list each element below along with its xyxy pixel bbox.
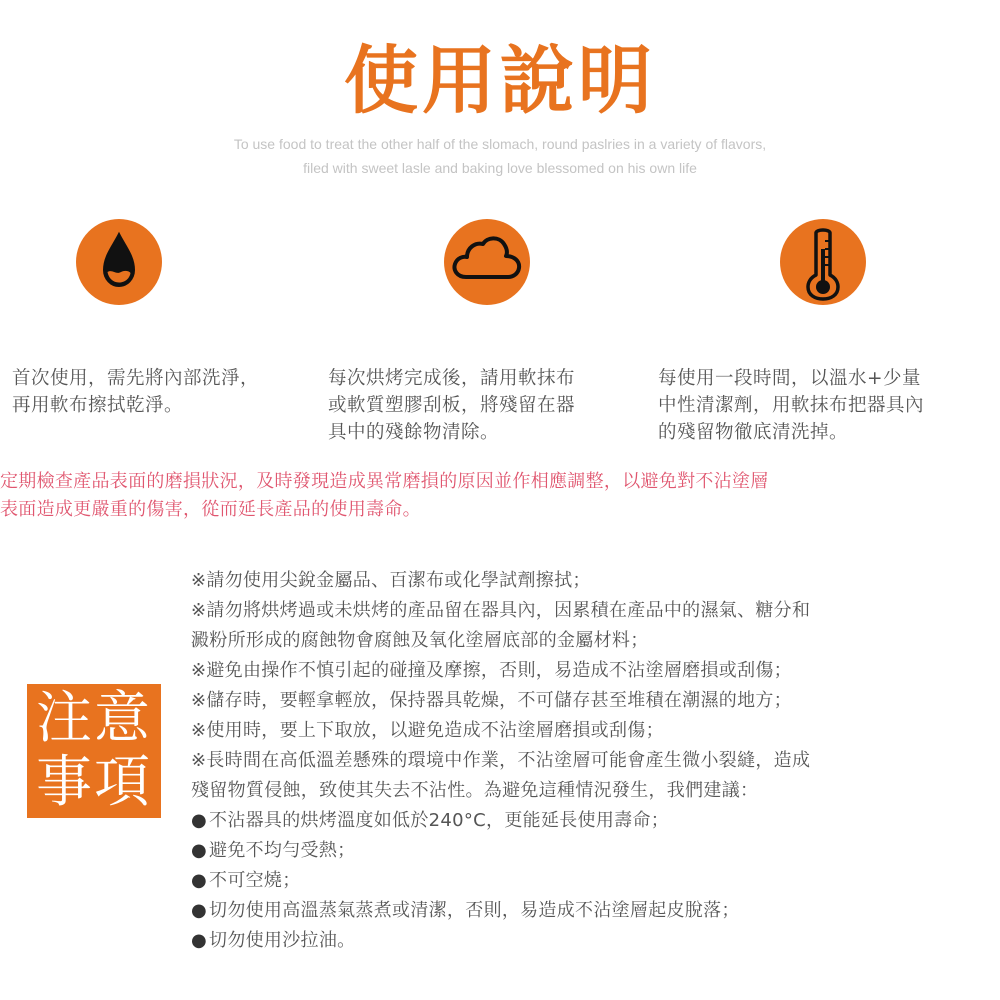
notice-bullet: ● 避免不均勻受熱； <box>191 836 991 866</box>
notice-bullet: ● 切勿使用高溫蒸氣蒸煮或清潔，否則，易造成不沾塗層起皮脫落； <box>191 896 991 926</box>
step-line: 每使用一段時間，以溫水+少量 <box>658 368 922 389</box>
notice-label <box>27 684 161 818</box>
warning-line-2: 表面造成更嚴重的傷害，從而延長產品的使用壽命。 <box>0 499 421 520</box>
notice-line: ※使用時，要上下取放，以避免造成不沾塗層磨損或刮傷； <box>191 720 664 741</box>
page-title: 使用說明 <box>344 38 656 124</box>
notice-line: ※長時間在高低溫差懸殊的環境中作業，不沾塗層可能會產生微小裂縫，造成 <box>191 750 811 771</box>
notice-bullet: ● 不可空燒； <box>191 866 991 896</box>
step-line: 具中的殘餘物清除。 <box>328 422 500 443</box>
step-line: 中性清潔劑，用軟抹布把器具內 <box>658 395 925 416</box>
subtitle-line-2: filed with sweet lasle and baking love blessomed on his own life <box>303 160 697 176</box>
notice-line: 殘留物質侵蝕，致使其失去不沾性。為避免這種情況發生，我們建議： <box>191 780 759 801</box>
thermometer-icon <box>780 219 866 305</box>
step-text-3 <box>658 365 988 446</box>
warning-text <box>0 468 1000 524</box>
step-line: 首次使用，需先將內部洗淨， <box>12 368 260 389</box>
step-line: 再用軟布擦拭乾淨。 <box>12 395 184 416</box>
cloud-icon <box>444 219 530 305</box>
subtitle-line-1: To use food to treat the other half of the slomach, round paslries in a variety of flavors, <box>233 136 767 152</box>
notice-line: ※避免由操作不慎引起的碰撞及摩擦，否則，易造成不沾塗層磨損或刮傷； <box>191 660 792 681</box>
water-drop-icon <box>76 219 162 305</box>
step-text-1 <box>12 365 312 419</box>
notice-line: 澱粉所形成的腐蝕物會腐蝕及氧化塗層底部的金屬材料； <box>191 630 649 651</box>
notice-label-line-1: 注意 <box>36 686 152 751</box>
notice-bullet: ● 不沾器具的烘烤溫度如低於240°C，更能延長使用壽命； <box>191 806 991 836</box>
warning-line-1: 定期檢查產品表面的磨損狀況，及時發現造成異常磨損的原因並作相應調整，以避免對不沾塗層 <box>0 471 769 492</box>
notice-line: ※儲存時，要輕拿輕放，保持器具乾燥，不可儲存甚至堆積在潮濕的地方； <box>191 690 792 711</box>
step-line: 或軟質塑膠刮板，將殘留在器 <box>328 395 576 416</box>
notice-line: ※請勿使用尖銳金屬品、百潔布或化學試劑擦拭； <box>191 570 591 591</box>
notice-bullet: ● 切勿使用沙拉油。 <box>191 926 991 956</box>
notice-label-line-2: 事項 <box>36 750 152 815</box>
step-text-2 <box>328 365 643 446</box>
notice-line: ※請勿將烘烤過或未烘烤的產品留在器具內，因累積在產品中的濕氣、糖分和 <box>191 600 811 621</box>
step-line: 每次烘烤完成後，請用軟抹布 <box>328 368 576 389</box>
step-line: 的殘留物徹底清洗掉。 <box>658 422 849 443</box>
notice-list <box>191 566 991 956</box>
